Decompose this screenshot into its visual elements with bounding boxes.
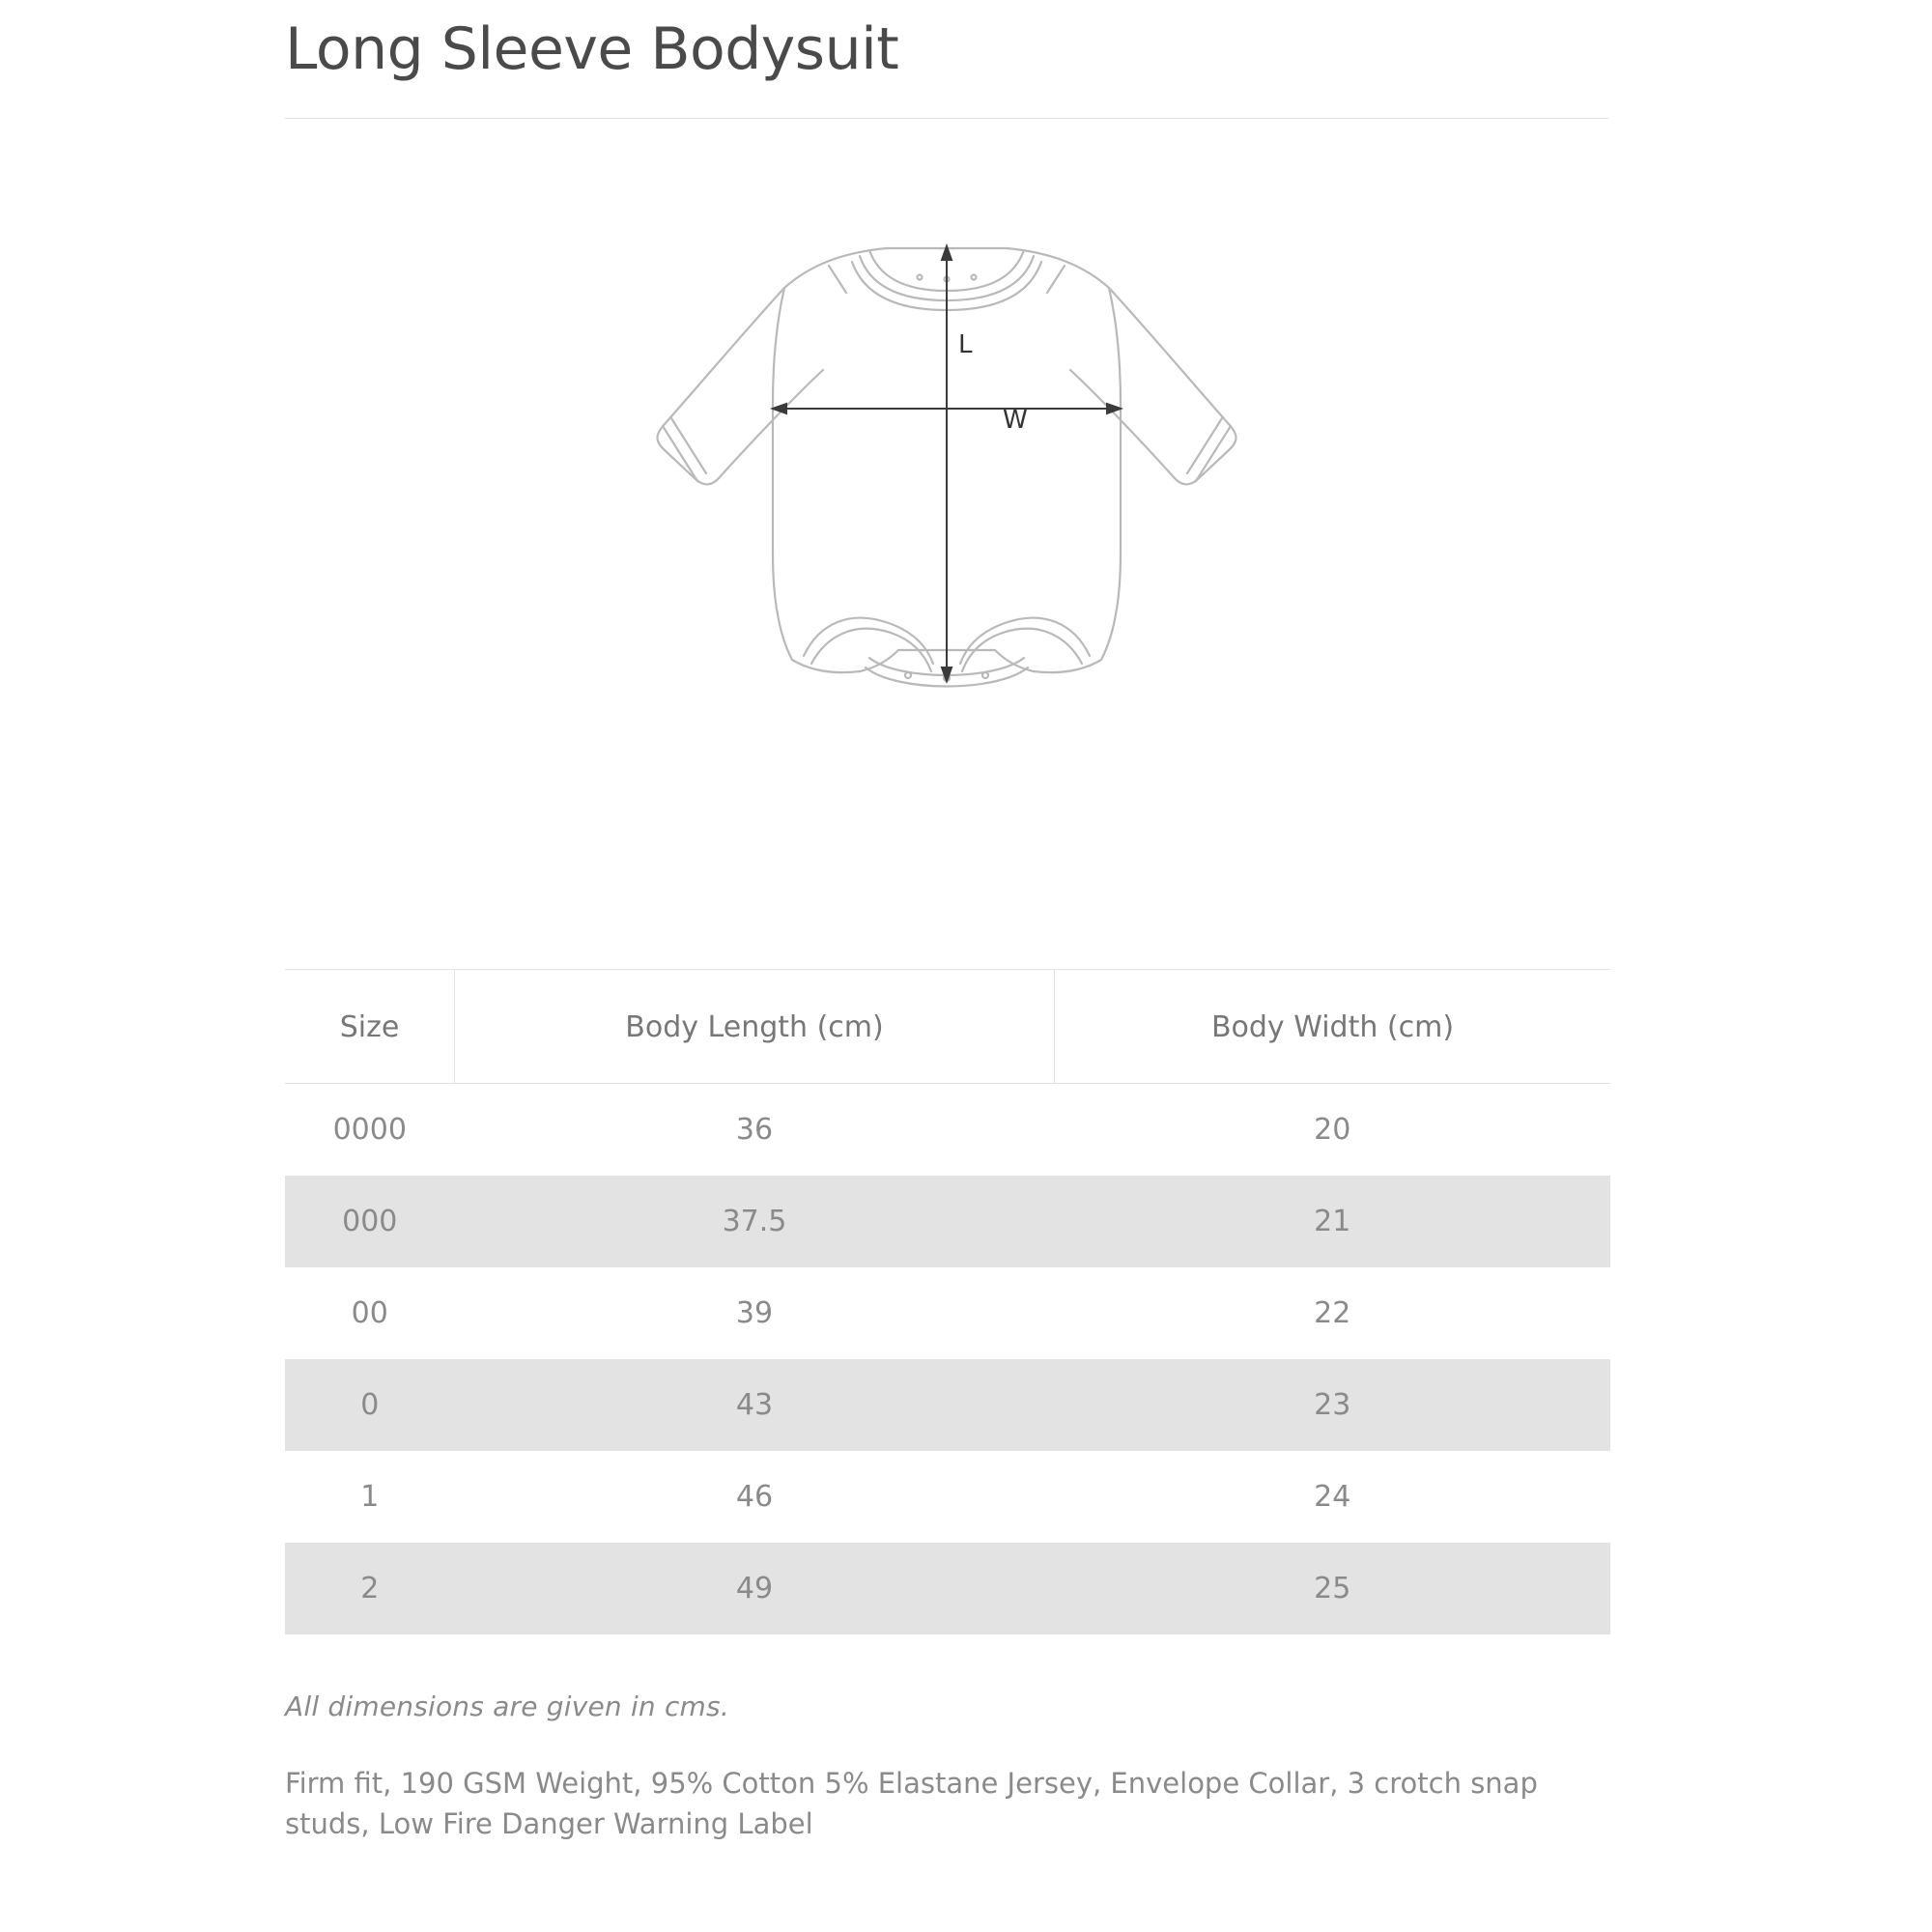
table-row	[285, 1451, 1610, 1543]
cell-body-width: 20	[1314, 1113, 1351, 1147]
table-row	[285, 1267, 1610, 1359]
table-row	[285, 1359, 1610, 1451]
table-row	[285, 1176, 1610, 1267]
width-dimension-label: W	[1003, 406, 1028, 435]
length-dimension-label: L	[958, 330, 973, 359]
cell-body-width: 23	[1055, 1359, 1611, 1451]
cell-size: 2	[285, 1543, 455, 1634]
cell-body-length: 36	[735, 1113, 774, 1147]
cell-body-length: 37.5	[455, 1176, 1055, 1267]
cell-size: 0000	[332, 1113, 407, 1147]
column-header-body-length: Body Length (cm)	[455, 970, 1055, 1084]
cell-size: 000	[285, 1176, 455, 1267]
garment-diagram	[285, 119, 1608, 969]
column-header-body-width: Body Width (cm)	[1055, 970, 1611, 1084]
column-header-size: Size	[285, 970, 455, 1084]
product-description: Firm fit, 190 GSM Weight, 95% Cotton 5% Elastane Jersey, Envelope Collar, 3 crotch snap studs, Low Fire Danger Warning Label	[285, 1767, 1538, 1841]
size-chart-table	[285, 969, 1610, 1634]
cell-body-length: 49	[455, 1543, 1055, 1634]
cell-body-width: 22	[1314, 1296, 1351, 1330]
page-title: Long Sleeve Bodysuit	[285, 15, 899, 83]
table-body	[285, 1084, 1610, 1635]
cell-size: 1	[360, 1480, 380, 1514]
cell-body-width: 24	[1314, 1480, 1351, 1514]
content-container	[285, 0, 1608, 1844]
cell-body-length: 46	[735, 1480, 774, 1514]
cell-body-width: 25	[1055, 1543, 1611, 1634]
cell-body-length: 43	[455, 1359, 1055, 1451]
cell-body-length: 39	[735, 1296, 774, 1330]
cell-body-width: 21	[1055, 1176, 1611, 1267]
cell-size: 00	[351, 1296, 388, 1330]
table-header-row	[285, 970, 1610, 1084]
table-row	[285, 1084, 1610, 1177]
dimensions-footnote: All dimensions are given in cms.	[285, 1690, 729, 1722]
table-header	[285, 970, 1610, 1084]
table-row	[285, 1543, 1610, 1634]
cell-size: 0	[285, 1359, 455, 1451]
